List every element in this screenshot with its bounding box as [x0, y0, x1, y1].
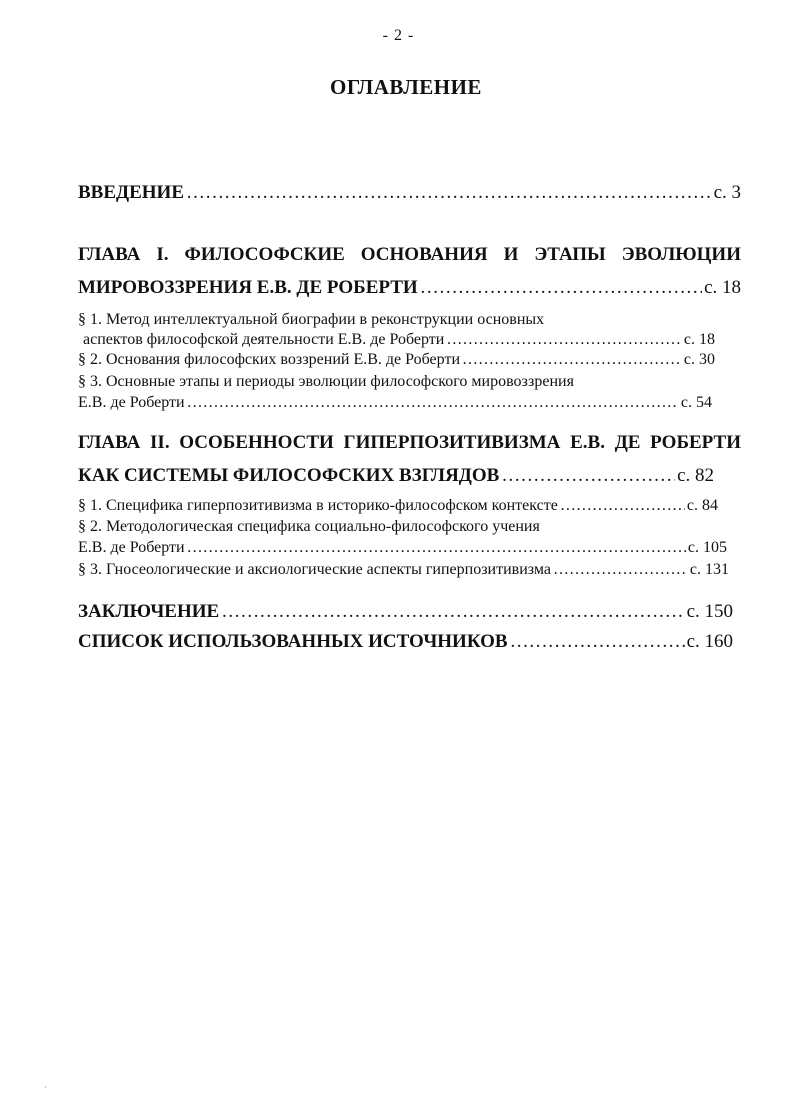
toc-label: МИРОВОЗЗРЕНИЯ Е.В. ДЕ РОБЕРТИ: [78, 277, 418, 298]
toc-page: с. 18: [704, 277, 741, 298]
toc-chapter1-heading[interactable]: [78, 244, 741, 266]
word: ЭВОЛЮЦИИ: [621, 244, 741, 265]
dot-leader: [420, 277, 702, 299]
toc-page: с. 54: [680, 394, 712, 411]
toc-page: с. 160: [686, 631, 733, 652]
dot-leader: [187, 539, 686, 557]
word: ОСНОВАНИЯ: [360, 244, 488, 265]
word: ЭТАПЫ: [534, 244, 606, 265]
toc-chapter2-line2[interactable]: [78, 465, 714, 487]
dot-leader: [462, 351, 682, 369]
toc-entry-conclusion[interactable]: [78, 601, 733, 623]
word: I.: [156, 244, 169, 265]
dot-leader: [446, 331, 682, 349]
dot-leader: [221, 601, 684, 623]
toc-ch2-s3[interactable]: [78, 561, 729, 579]
toc-entry-intro[interactable]: [78, 182, 741, 204]
word: ОСОБЕННОСТИ: [179, 432, 334, 453]
dot-leader: [553, 561, 688, 579]
toc-page: с. 150: [686, 601, 733, 622]
toc-page: с. 18: [683, 331, 715, 348]
dot-leader: [560, 497, 685, 515]
toc-chapter1-line2[interactable]: [78, 277, 741, 299]
page-title: ОГЛАВЛЕНИЕ: [330, 75, 482, 99]
toc-label: КАК СИСТЕМЫ ФИЛОСОФСКИХ ВЗГЛЯДОВ: [78, 465, 500, 486]
toc-ch1-s3-line1[interactable]: § 3. Основные этапы и периоды эволюции философского мировоззрения: [78, 373, 574, 390]
toc-page: с. 3: [713, 182, 741, 203]
word: ГИПЕРПОЗИТИВИЗМА: [343, 432, 561, 453]
toc-entry-sources[interactable]: [78, 631, 733, 653]
toc-label: СПИСОК ИСПОЛЬЗОВАННЫХ ИСТОЧНИКОВ: [78, 631, 508, 652]
word: И: [503, 244, 519, 265]
word: ДЕ: [614, 432, 641, 453]
toc-ch1-s1-line1[interactable]: § 1. Метод интеллектуальной биографии в реконструкции основных: [78, 311, 545, 328]
toc-label: § 1. Специфика гиперпозитивизма в историко-философском контексте: [78, 497, 558, 514]
toc-ch1-s2[interactable]: [78, 351, 715, 369]
toc-ch1-s1-line2[interactable]: [83, 331, 715, 349]
word: ГЛАВА: [78, 432, 141, 453]
toc-ch2-s2-line1[interactable]: § 2. Методологическая специфика социально-философского учения: [78, 518, 540, 535]
toc-chapter2-heading[interactable]: [78, 432, 741, 454]
toc-label: ЗАКЛЮЧЕНИЕ: [78, 601, 220, 622]
toc-label: § 2. Основания философских воззрений Е.В. де Роберти: [78, 351, 460, 368]
word: РОБЕРТИ: [650, 432, 741, 453]
scan-speck: ·: [44, 1083, 47, 1092]
toc-page: с. 105: [687, 539, 727, 556]
toc-page: с. 131: [689, 561, 729, 578]
dot-leader: [501, 465, 675, 487]
toc-page: с. 84: [686, 497, 718, 514]
toc-ch2-s1[interactable]: [78, 497, 718, 515]
dot-leader: [510, 631, 685, 653]
toc-page: с. 30: [683, 351, 715, 368]
dot-leader: [187, 394, 679, 412]
toc-label: Е.В. де Роберти: [78, 394, 185, 411]
page-number: - 2 -: [382, 27, 415, 44]
toc-label: ВВЕДЕНИЕ: [78, 182, 184, 203]
toc-label: Е.В. де Роберти: [78, 539, 185, 556]
toc-ch2-s2-line2[interactable]: [78, 539, 727, 557]
word: II.: [150, 432, 170, 453]
toc-label: аспектов философской деятельности Е.В. де Роберти: [83, 331, 445, 348]
toc-page: с. 82: [677, 465, 714, 486]
word: ФИЛОСОФСКИЕ: [184, 244, 345, 265]
toc-ch1-s3-line2[interactable]: [78, 394, 712, 412]
word: Е.В.: [570, 432, 605, 453]
word: ГЛАВА: [78, 244, 141, 265]
dot-leader: [186, 182, 712, 204]
toc-label: § 3. Гносеологические и аксиологические аспекты гиперпозитивизма: [78, 561, 551, 578]
